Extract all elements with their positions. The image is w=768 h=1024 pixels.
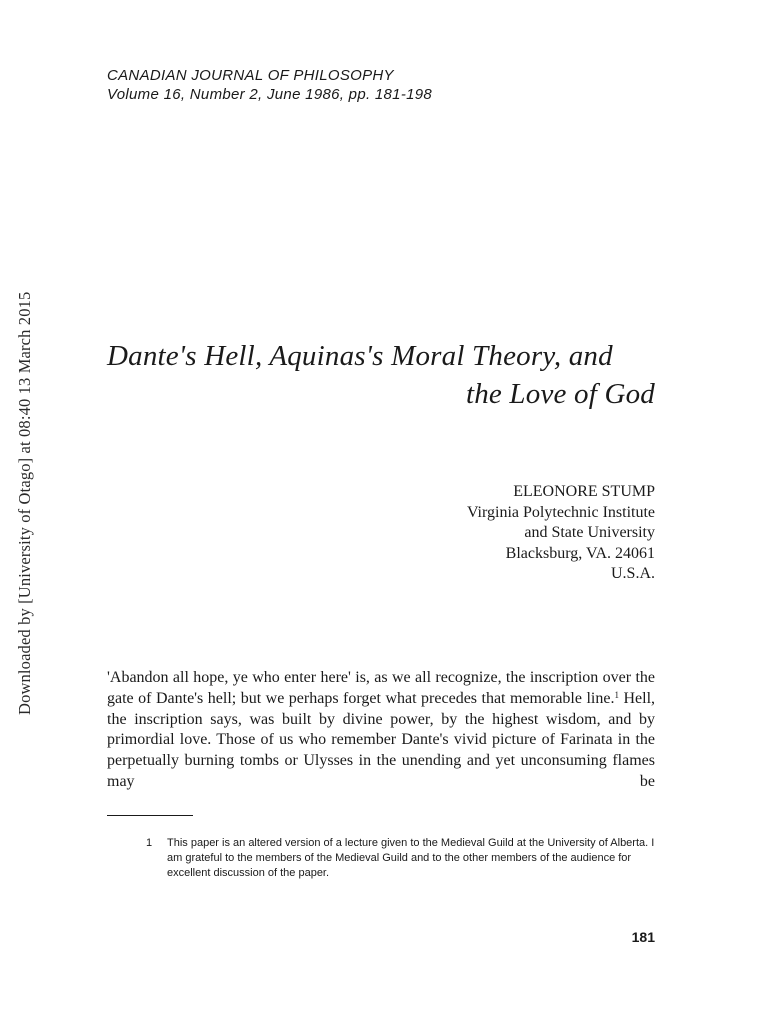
article-title bbox=[107, 337, 655, 413]
title-line-2: the Love of God bbox=[465, 378, 655, 410]
affiliation-line: U.S.A. bbox=[610, 565, 655, 582]
footnote-reference[interactable]: 1 bbox=[614, 689, 619, 700]
author-name: ELEONORE STUMP bbox=[513, 483, 655, 500]
journal-citation: Volume 16, Number 2, June 1986, pp. 181-198 bbox=[107, 86, 433, 103]
author-block bbox=[467, 482, 655, 585]
footnote-number: 1 bbox=[146, 837, 153, 849]
body-paragraph bbox=[107, 668, 655, 793]
journal-name: CANADIAN JOURNAL OF PHILOSOPHY bbox=[107, 67, 394, 84]
affiliation-line: and State University bbox=[524, 524, 655, 541]
page-number: 181 bbox=[631, 929, 655, 945]
title-line-1: Dante's Hell, Aquinas's Moral Theory, and bbox=[107, 340, 613, 372]
download-watermark: Downloaded by [University of Otago] at 08:40 13 March 2015 bbox=[15, 291, 34, 715]
affiliation-line: Blacksburg, VA. 24061 bbox=[505, 544, 655, 562]
body-text-part-2: Hell, the inscription says, was built by divine power, by the highest wisdom, and by primordial love. Those of us who remember Dante's vivid picture of Farinata in the perpetually burning tombs or Ulysses in the unending and yet unconsuming flames may be bbox=[107, 689, 656, 790]
affiliation-line: Virginia Polytechnic Institute bbox=[466, 503, 655, 521]
body-text-part-1: 'Abandon all hope, ye who enter here' is, as we all recognize, the inscription over the gate of Dante's hell; but we perhaps forget what precedes that memorable line. bbox=[107, 669, 655, 707]
journal-header bbox=[107, 66, 432, 104]
footnote bbox=[146, 836, 655, 881]
footnote-text: This paper is an altered version of a lecture given to the Medieval Guild at the University of Alberta. I am grateful to the members of the Medieval Guild and to the other members of the audience for excellent discussion of the paper. bbox=[167, 837, 655, 879]
footnote-divider bbox=[107, 815, 193, 816]
